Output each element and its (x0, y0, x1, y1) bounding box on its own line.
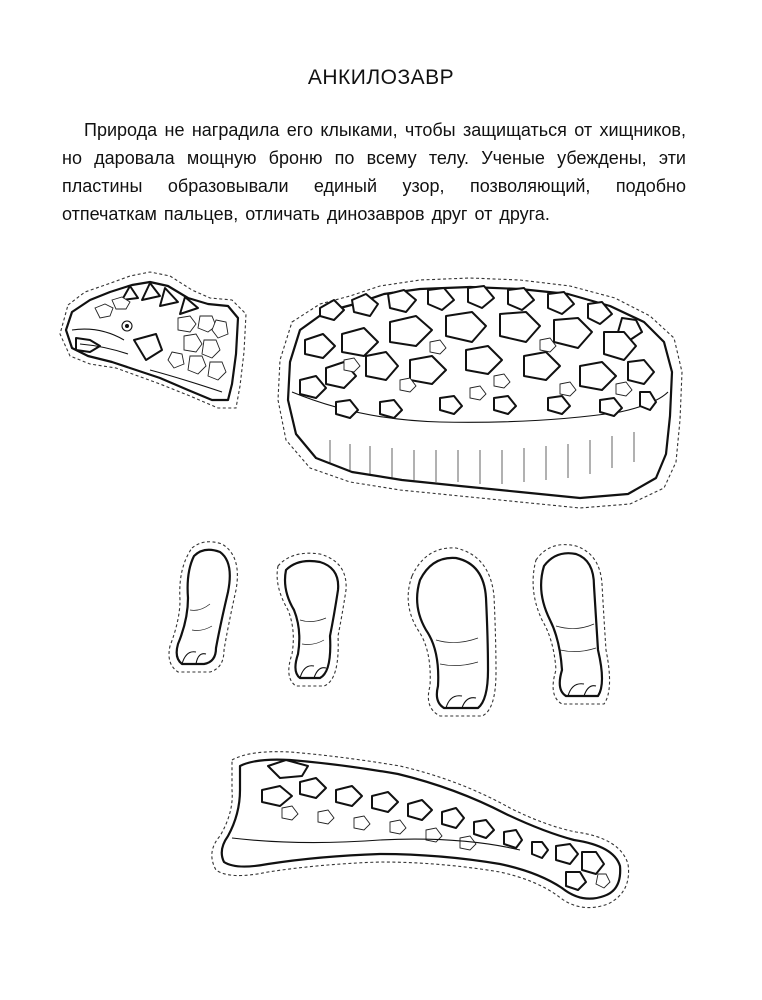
cutout-head[interactable] (60, 272, 246, 408)
cutout-hind-leg-left[interactable] (408, 548, 496, 716)
cutout-body[interactable] (278, 278, 682, 508)
page-title: АНКИЛОЗАВР (307, 66, 455, 89)
cutout-tail[interactable] (212, 752, 629, 908)
cutout-hind-leg-right[interactable] (533, 545, 609, 704)
cutout-front-leg-right[interactable] (277, 553, 346, 686)
cutout-front-leg-left[interactable] (169, 542, 237, 672)
intro-paragraph: Природа не наградила его клыками, чтобы защищаться от хищников, но даровала мощную броню по всему телу. Ученые убеждены, эти пластины образовывали единый узор, позволяющий, подобно отпечаткам пальцев, отличать динозавров друг от друга. (62, 120, 686, 224)
